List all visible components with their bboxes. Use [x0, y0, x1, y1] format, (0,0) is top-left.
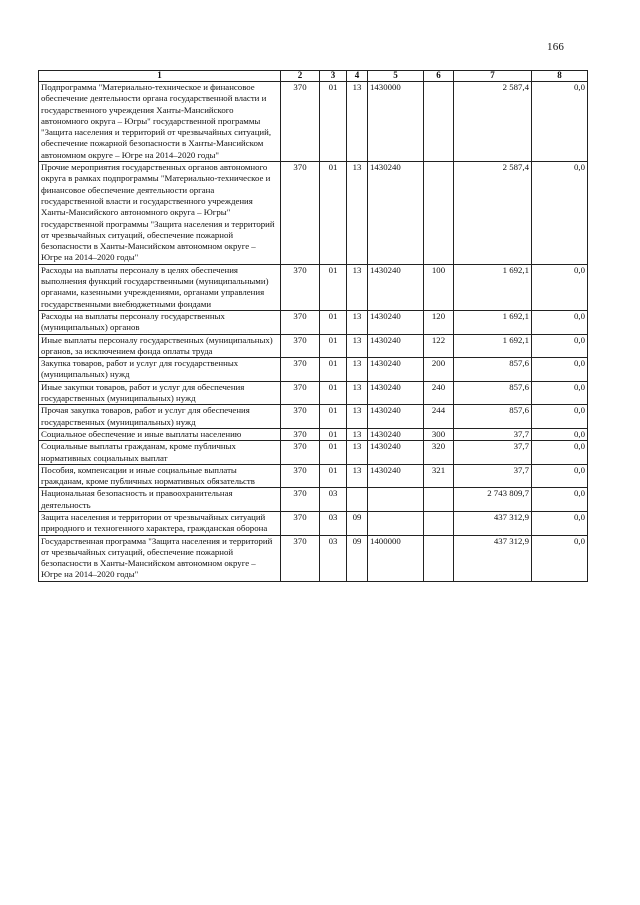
- target-article-cell: 1430240: [368, 405, 424, 429]
- subsection-code-cell: 13: [347, 82, 368, 162]
- section-code-cell: 01: [320, 441, 347, 465]
- header-cell: 8: [532, 71, 588, 82]
- section-code-cell: 03: [320, 511, 347, 535]
- target-article-cell: 1430240: [368, 441, 424, 465]
- row-name-cell: Социальное обеспечение и иные выплаты населению: [39, 428, 281, 440]
- amount-cell: 2 743 809,7: [454, 488, 532, 512]
- section-code-cell: 01: [320, 428, 347, 440]
- admin-code-cell: 370: [281, 464, 320, 488]
- subsection-code-cell: [347, 488, 368, 512]
- amount-cell: 2 587,4: [454, 162, 532, 265]
- row-name-cell: Расходы на выплаты персоналу в целях обеспечения выполнения функций государственными (муниципальными) органами, казенными учреждениями, органами управления государственными внебюджетными фондами: [39, 264, 281, 310]
- amount-cell: 857,6: [454, 358, 532, 382]
- subsection-code-cell: 13: [347, 264, 368, 310]
- expense-type-cell: 122: [424, 334, 454, 358]
- subsection-code-cell: 09: [347, 535, 368, 581]
- section-code-cell: 01: [320, 381, 347, 405]
- section-code-cell: 01: [320, 162, 347, 265]
- section-code-cell: 01: [320, 82, 347, 162]
- admin-code-cell: 370: [281, 428, 320, 440]
- section-code-cell: 01: [320, 334, 347, 358]
- expense-type-cell: 320: [424, 441, 454, 465]
- section-code-cell: 03: [320, 488, 347, 512]
- row-name-cell: Прочая закупка товаров, работ и услуг для обеспечения государственных (муниципальных) нужд: [39, 405, 281, 429]
- expense-type-cell: 240: [424, 381, 454, 405]
- subsection-code-cell: 13: [347, 405, 368, 429]
- amount-cell: 0,0: [532, 488, 588, 512]
- header-cell: 6: [424, 71, 454, 82]
- expense-type-cell: [424, 535, 454, 581]
- budget-table: [38, 70, 588, 582]
- row-name-cell: Пособия, компенсации и иные социальные выплаты гражданам, кроме публичных нормативных обязательств: [39, 464, 281, 488]
- table-row: [39, 535, 588, 581]
- target-article-cell: 1430240: [368, 464, 424, 488]
- header-cell: 7: [454, 71, 532, 82]
- target-article-cell: [368, 488, 424, 512]
- expense-type-cell: [424, 82, 454, 162]
- table-row: [39, 405, 588, 429]
- target-article-cell: 1430240: [368, 334, 424, 358]
- expense-type-cell: 100: [424, 264, 454, 310]
- amount-cell: 0,0: [532, 264, 588, 310]
- subsection-code-cell: 13: [347, 162, 368, 265]
- admin-code-cell: 370: [281, 358, 320, 382]
- admin-code-cell: 370: [281, 381, 320, 405]
- amount-cell: 0,0: [532, 162, 588, 265]
- table-row: [39, 441, 588, 465]
- table-row: [39, 162, 588, 265]
- amount-cell: 437 312,9: [454, 511, 532, 535]
- header-row: [39, 71, 588, 82]
- table-row: [39, 358, 588, 382]
- page-number: 166: [547, 41, 565, 53]
- amount-cell: 0,0: [532, 535, 588, 581]
- target-article-cell: 1430240: [368, 358, 424, 382]
- target-article-cell: 1430000: [368, 82, 424, 162]
- table-row: [39, 334, 588, 358]
- section-code-cell: 01: [320, 358, 347, 382]
- table-row: [39, 264, 588, 310]
- amount-cell: 0,0: [532, 428, 588, 440]
- amount-cell: 0,0: [532, 310, 588, 334]
- header-cell: 1: [39, 71, 281, 82]
- target-article-cell: 1430240: [368, 264, 424, 310]
- amount-cell: 0,0: [532, 334, 588, 358]
- subsection-code-cell: 13: [347, 464, 368, 488]
- row-name-cell: Национальная безопасность и правоохранительная деятельность: [39, 488, 281, 512]
- row-name-cell: Расходы на выплаты персоналу государственных (муниципальных) органов: [39, 310, 281, 334]
- admin-code-cell: 370: [281, 82, 320, 162]
- expense-type-cell: [424, 511, 454, 535]
- admin-code-cell: 370: [281, 162, 320, 265]
- expense-type-cell: 200: [424, 358, 454, 382]
- admin-code-cell: 370: [281, 511, 320, 535]
- amount-cell: 0,0: [532, 358, 588, 382]
- amount-cell: 37,7: [454, 441, 532, 465]
- admin-code-cell: 370: [281, 310, 320, 334]
- expense-type-cell: [424, 488, 454, 512]
- section-code-cell: 03: [320, 535, 347, 581]
- table-row: [39, 511, 588, 535]
- subsection-code-cell: 13: [347, 310, 368, 334]
- row-name-cell: Подпрограмма "Материально-техническое и финансовое обеспечение деятельности органа государственной власти и государственного учреждения Ханты-Мансийского автономного округа – Югры" государственной программы "Защита населения и территорий от чрезвычайных ситуаций, обеспечение пожарной безопасности в Ханты-Мансийском автономном округе – Югре на 2014–2020 годы": [39, 82, 281, 162]
- amount-cell: 0,0: [532, 405, 588, 429]
- row-name-cell: Иные закупки товаров, работ и услуг для обеспечения государственных (муниципальных) нужд: [39, 381, 281, 405]
- table-body: [39, 82, 588, 582]
- subsection-code-cell: 13: [347, 381, 368, 405]
- expense-type-cell: [424, 162, 454, 265]
- amount-cell: 0,0: [532, 464, 588, 488]
- amount-cell: 2 587,4: [454, 82, 532, 162]
- header-cell: 4: [347, 71, 368, 82]
- amount-cell: 0,0: [532, 82, 588, 162]
- target-article-cell: 1430240: [368, 428, 424, 440]
- amount-cell: 37,7: [454, 464, 532, 488]
- amount-cell: 37,7: [454, 428, 532, 440]
- subsection-code-cell: 13: [347, 428, 368, 440]
- row-name-cell: Иные выплаты персоналу государственных (муниципальных) органов, за исключением фонда оплаты труда: [39, 334, 281, 358]
- row-name-cell: Социальные выплаты гражданам, кроме публичных нормативных социальных выплат: [39, 441, 281, 465]
- target-article-cell: 1430240: [368, 381, 424, 405]
- table-row: [39, 310, 588, 334]
- subsection-code-cell: 13: [347, 358, 368, 382]
- amount-cell: 437 312,9: [454, 535, 532, 581]
- table-row: [39, 381, 588, 405]
- subsection-code-cell: 09: [347, 511, 368, 535]
- row-name-cell: Закупка товаров, работ и услуг для государственных (муниципальных) нужд: [39, 358, 281, 382]
- row-name-cell: Государственная программа "Защита населения и территорий от чрезвычайных ситуаций, обеспечение пожарной безопасности в Ханты-Мансийском автономном округе – Югре на 2014–2020 годы": [39, 535, 281, 581]
- amount-cell: 1 692,1: [454, 334, 532, 358]
- amount-cell: 857,6: [454, 405, 532, 429]
- amount-cell: 857,6: [454, 381, 532, 405]
- target-article-cell: 1430240: [368, 310, 424, 334]
- subsection-code-cell: 13: [347, 334, 368, 358]
- expense-type-cell: 120: [424, 310, 454, 334]
- target-article-cell: 1400000: [368, 535, 424, 581]
- expense-type-cell: 244: [424, 405, 454, 429]
- amount-cell: 1 692,1: [454, 310, 532, 334]
- section-code-cell: 01: [320, 405, 347, 429]
- expense-type-cell: 300: [424, 428, 454, 440]
- section-code-cell: 01: [320, 264, 347, 310]
- section-code-cell: 01: [320, 310, 347, 334]
- admin-code-cell: 370: [281, 441, 320, 465]
- table-row: [39, 464, 588, 488]
- subsection-code-cell: 13: [347, 441, 368, 465]
- admin-code-cell: 370: [281, 535, 320, 581]
- admin-code-cell: 370: [281, 405, 320, 429]
- expense-type-cell: 321: [424, 464, 454, 488]
- table-row: [39, 428, 588, 440]
- amount-cell: 0,0: [532, 441, 588, 465]
- admin-code-cell: 370: [281, 264, 320, 310]
- row-name-cell: Защита населения и территории от чрезвычайных ситуаций природного и техногенного характера, гражданская оборона: [39, 511, 281, 535]
- table-row: [39, 82, 588, 162]
- admin-code-cell: 370: [281, 334, 320, 358]
- target-article-cell: [368, 511, 424, 535]
- row-name-cell: Прочие мероприятия государственных органов автономного округа в рамках подпрограммы "Материально-техническое и финансовое обеспечение деятельности органа государственной власти и государственного учреждения Ханты-Мансийского автономного округа – Югры" государственной программы "Защита населения и территорий от чрезвычайных ситуаций, обеспечение пожарной безопасности в Ханты-Мансийском автономном округе – Югре на 2014–2020 годы": [39, 162, 281, 265]
- header-cell: 2: [281, 71, 320, 82]
- amount-cell: 1 692,1: [454, 264, 532, 310]
- section-code-cell: 01: [320, 464, 347, 488]
- header-cell: 3: [320, 71, 347, 82]
- header-cell: 5: [368, 71, 424, 82]
- admin-code-cell: 370: [281, 488, 320, 512]
- table-row: [39, 488, 588, 512]
- target-article-cell: 1430240: [368, 162, 424, 265]
- amount-cell: 0,0: [532, 381, 588, 405]
- amount-cell: 0,0: [532, 511, 588, 535]
